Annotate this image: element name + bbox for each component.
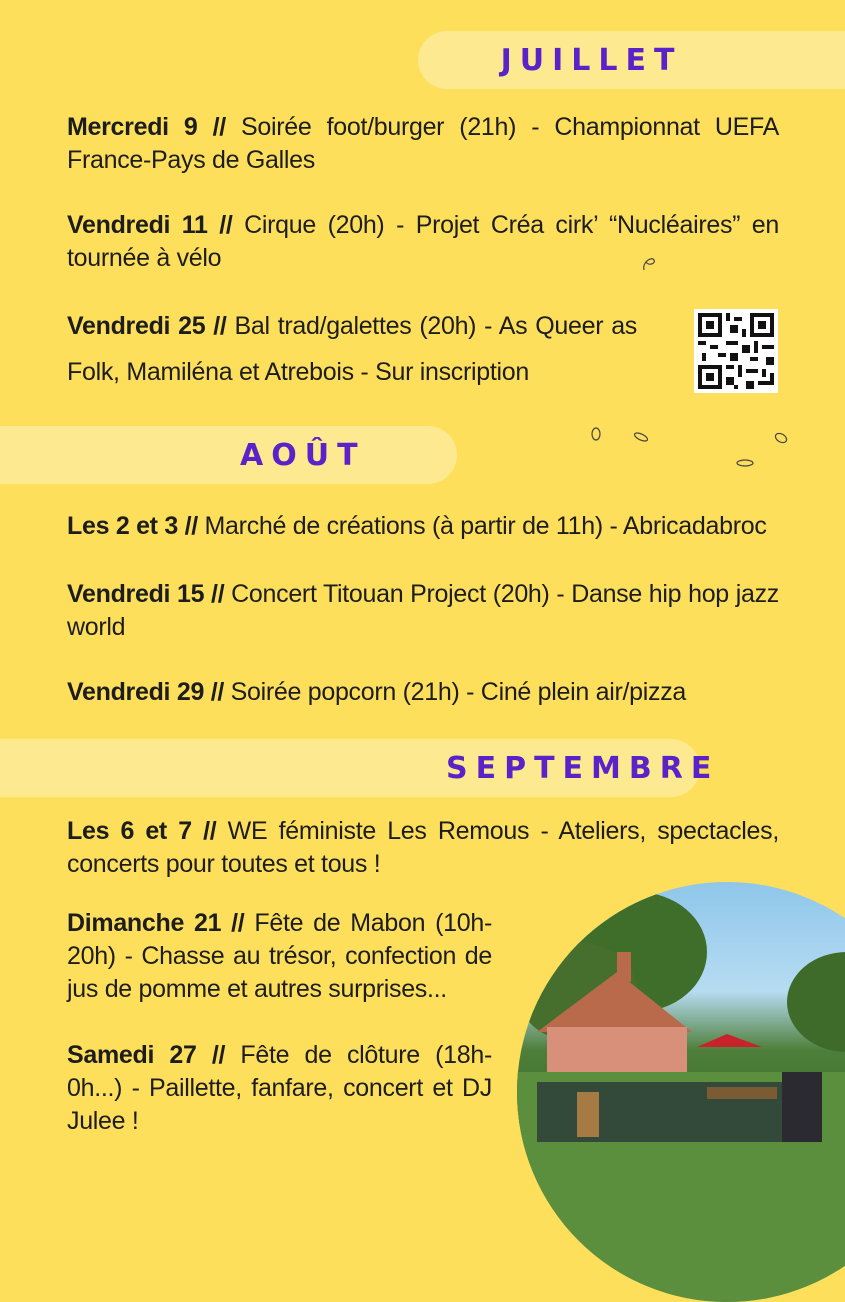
- event-date: Vendredi 15 //: [67, 580, 225, 608]
- seed-doodle-icon: [734, 456, 756, 470]
- qr-code[interactable]: [694, 309, 778, 393]
- section-banner-septembre: [0, 739, 720, 797]
- event-date: Les 6 et 7 //: [67, 817, 217, 845]
- event-description: Concert Titouan Project (20h) - Danse hip hop jazz world: [67, 580, 779, 641]
- event-item: [67, 1039, 492, 1138]
- event-date: Dimanche 21 //: [67, 909, 245, 937]
- event-description: Cirque (20h) - Projet Créa cirk’ “Nucléaires” en tournée à vélo: [67, 211, 779, 272]
- section-banner-aout: [0, 426, 457, 484]
- event-item: [67, 676, 779, 709]
- event-description: Marché de créations (à partir de 11h) - Abricadabroc: [197, 512, 767, 540]
- seed-doodle-icon: [772, 430, 790, 446]
- event-description: WE féministe Les Remous - Ateliers, spectacles, concerts pour toutes et tous !: [67, 817, 779, 878]
- qr-code-icon: [694, 309, 778, 393]
- event-date: Vendredi 11 //: [67, 211, 233, 239]
- event-date: Les 2 et 3 //: [67, 512, 198, 540]
- event-item: [67, 111, 779, 177]
- event-item: [67, 303, 637, 395]
- leaf-doodle-icon: [640, 252, 660, 274]
- garden-scene-image: [517, 882, 845, 1302]
- section-title-juillet: JUILLET: [500, 42, 683, 78]
- seed-doodle-icon: [630, 430, 652, 444]
- event-item: [67, 907, 492, 1006]
- event-item: [67, 815, 779, 881]
- section-title-aout: AOÛT: [240, 437, 366, 473]
- event-item: [67, 209, 779, 275]
- event-description: Fête de clôture (18h-0h...) - Paillette, fanfare, concert et DJ Julee !: [67, 1041, 492, 1135]
- event-item: [67, 578, 779, 644]
- event-description: Fête de Mabon (10h-20h) - Chasse au trésor, confection de jus de pomme et autres surprises...: [67, 909, 493, 1003]
- event-description: Soirée foot/burger (21h) - Championnat UEFA France-Pays de Galles: [67, 113, 780, 174]
- event-date: Vendredi 29 //: [67, 678, 224, 706]
- section-banner-juillet: [418, 31, 845, 89]
- event-date: Vendredi 25 //: [67, 312, 227, 340]
- event-item: [67, 510, 779, 543]
- section-title-septembre: SEPTEMBRE: [446, 750, 720, 786]
- garden-photo: [517, 882, 845, 1302]
- event-description: Soirée popcorn (21h) - Ciné plein air/pizza: [223, 678, 687, 706]
- seed-doodle-icon: [588, 426, 604, 442]
- event-date: Mercredi 9 //: [67, 113, 226, 141]
- event-date: Samedi 27 //: [67, 1041, 226, 1069]
- event-description: Bal trad/galettes (20h) - As Queer as Folk, Mamiléna et Atrebois - Sur inscription: [67, 312, 638, 386]
